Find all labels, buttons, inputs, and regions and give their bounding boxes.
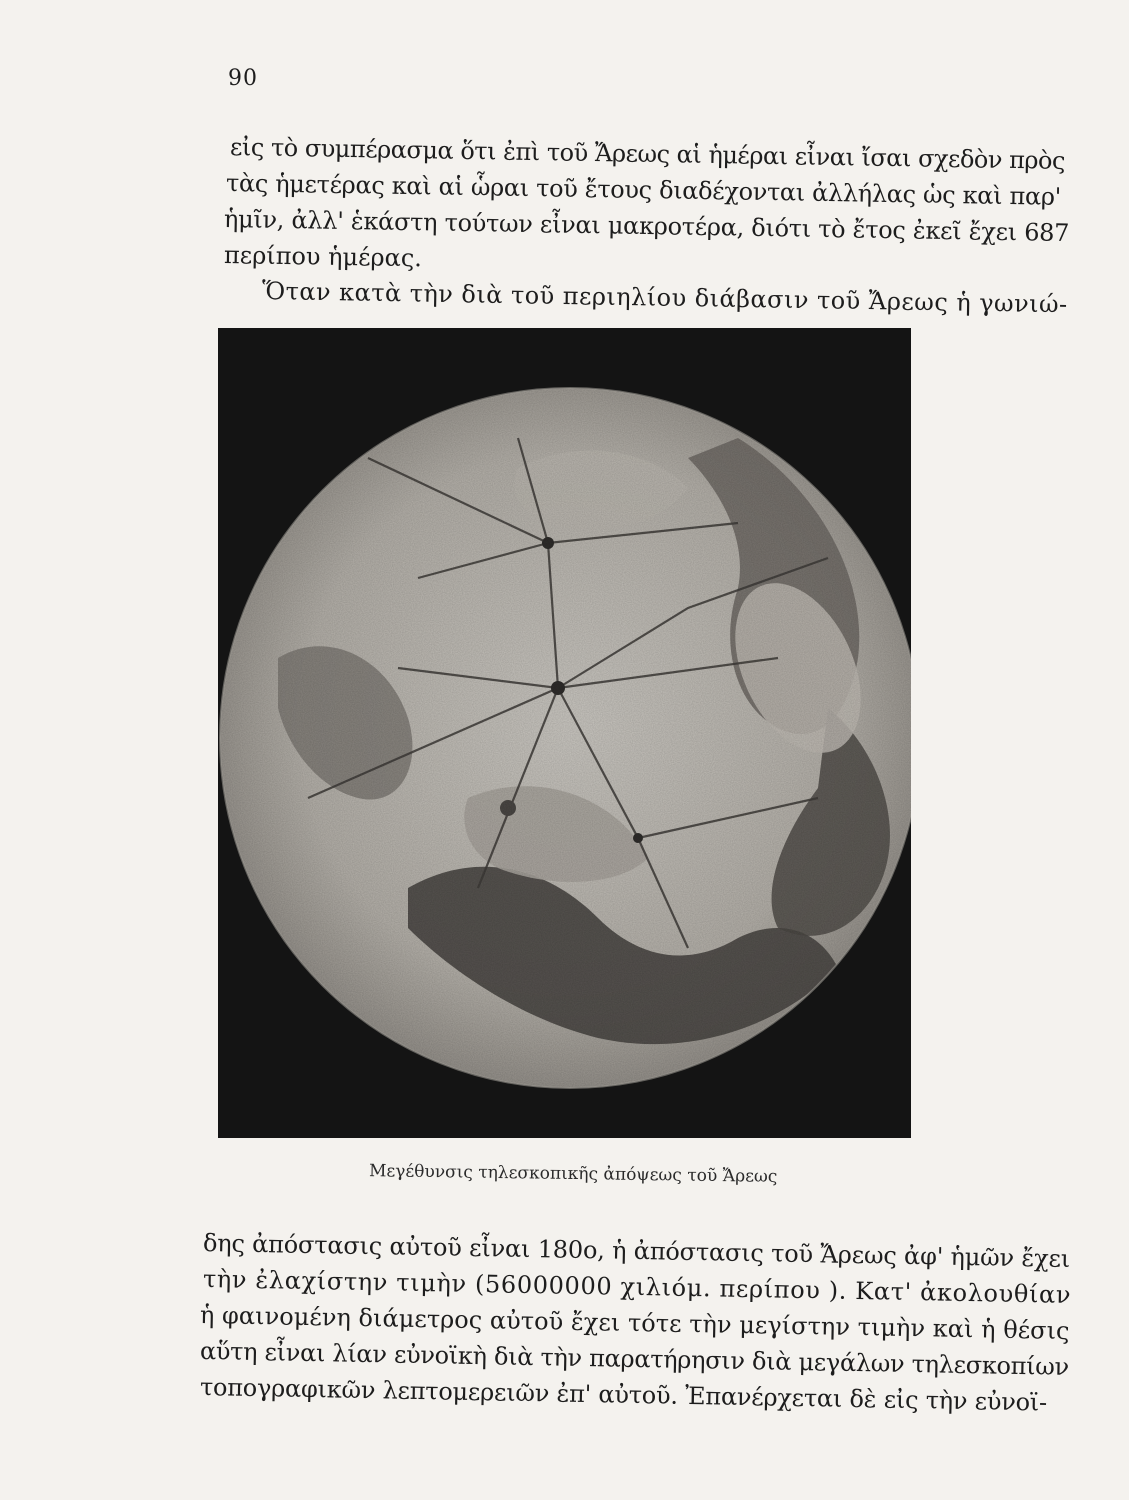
text-line: Ὅταν κατὰ τὴν διὰ τοῦ περιηλίου διάβασιν τοῦ Ἄρεως ἡ γωνιώ- [261,277,1068,319]
text-line: εἰς τὸ συμπέρασμα ὅτι ἐπὶ τοῦ Ἄρεως αἱ ἡμέραι εἶναι ἴσαι σχεδὸν πρὸς [229,133,1066,175]
text-line: ἡμῖν, ἀλλ' ἑκάστη τούτων εἶναι μακροτέρα, διότι τὸ ἔτος ἐκεῖ ἔχει 687 [223,205,1070,248]
figure-caption: Μεγέθυνσις τηλεσκοπικῆς ἀπόψεως τοῦ Ἄρεως [368,1161,778,1187]
text-line: περίπου ἡμέρας. [223,241,423,273]
text-line: τὴν ἐλαχίστην τιμὴν (56000000 χιλιόμ. περίπου ). Κατ' ἀκολουθίαν [202,1265,1072,1309]
text-line: ἡ φαινομένη διάμετρος αὐτοῦ ἔχει τότε τὴν μεγίστην τιμὴν καὶ ἡ θέσις [199,1301,1070,1345]
text-line: τοπογραφικῶν λεπτομερειῶν ἐπ' αὐτοῦ. Ἐπανέρχεται δὲ εἰς τὴν εὐνοϊ- [199,1373,1048,1417]
text-line: δης ἀπόστασις αὐτοῦ εἶναι 180ο, ἡ ἀπόστασις τοῦ Ἄρεως ἀφ' ἡμῶν ἔχει [202,1229,1071,1273]
mars-disc-drawing [218,328,911,1138]
mars-telescope-image [218,328,911,1138]
page-number: 90 [228,66,258,91]
text-line: αὕτη εἶναι λίαν εὐνοϊκὴ διὰ τὴν παρατήρησιν διὰ μεγάλων τηλεσκοπίων [199,1337,1070,1381]
text-line: τὰς ἡμετέρας καὶ αἱ ὧραι τοῦ ἔτους διαδέχονται ἀλλήλας ὡς καὶ παρ' [225,169,1062,211]
